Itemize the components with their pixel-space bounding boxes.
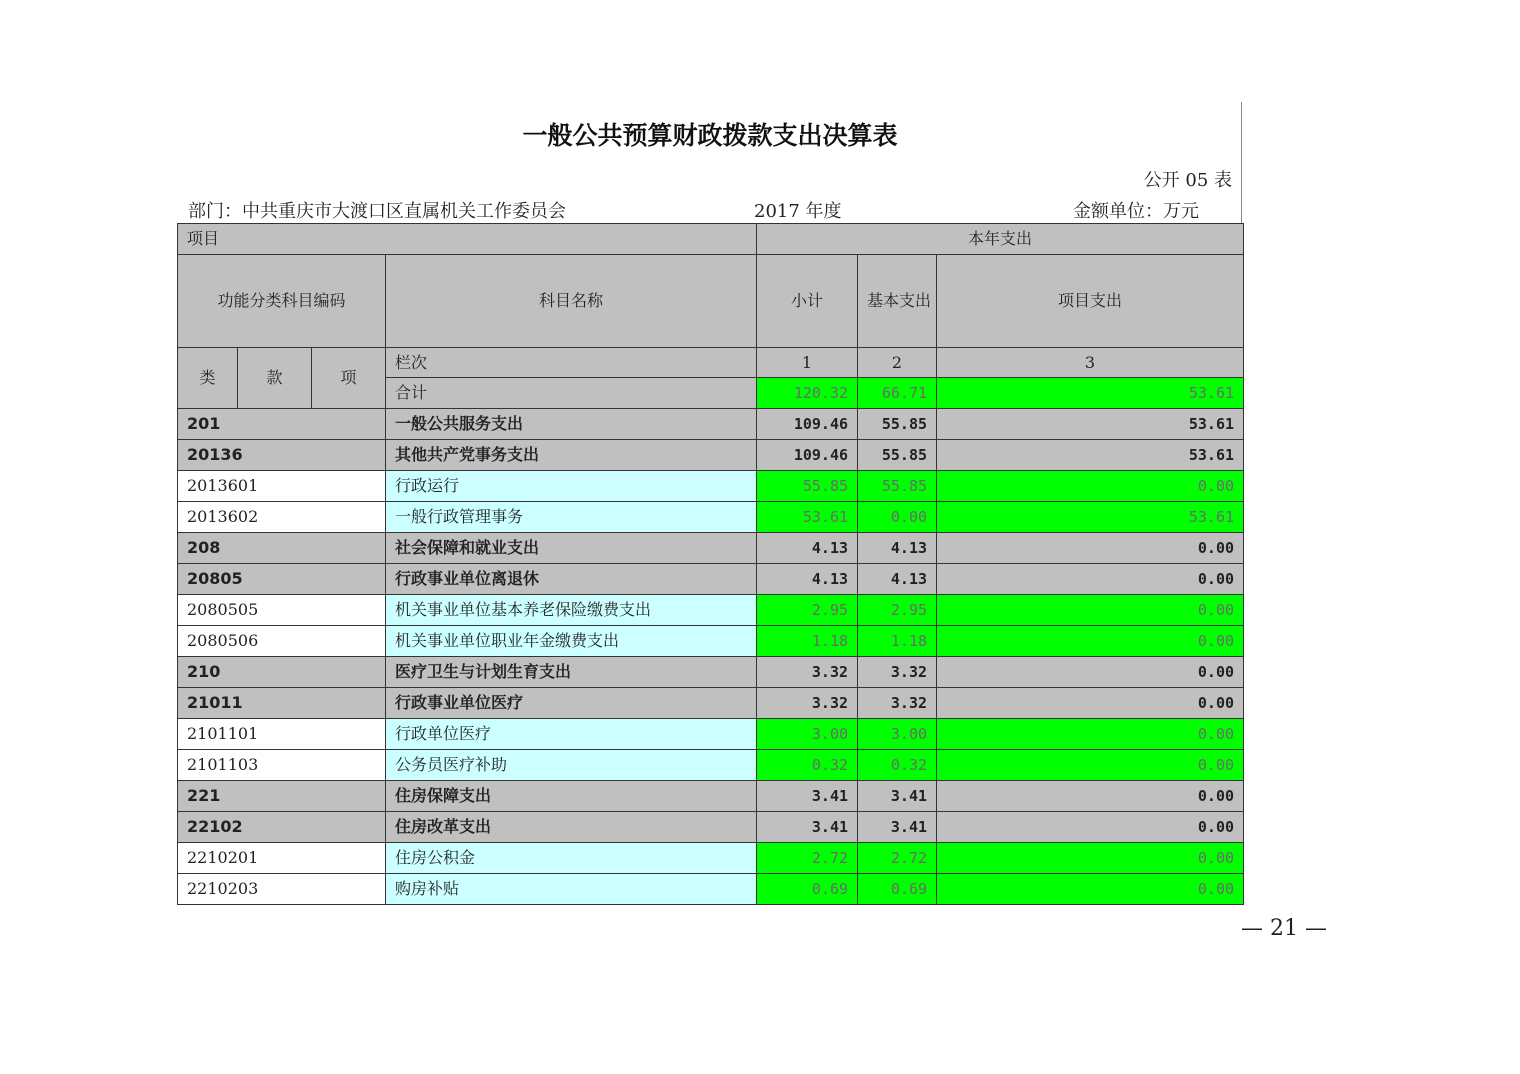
basic-value: 3.32 <box>858 688 937 719</box>
subject-code: 2101101 <box>178 719 386 750</box>
project-value: 53.61 <box>937 409 1244 440</box>
subject-name: 住房保障支出 <box>386 781 757 812</box>
column-index-label: 栏次 <box>386 348 757 378</box>
subject-name: 行政运行 <box>386 471 757 502</box>
basic-value: 2.95 <box>858 595 937 626</box>
subject-name: 一般公共服务支出 <box>386 409 757 440</box>
subject-name: 机关事业单位基本养老保险缴费支出 <box>386 595 757 626</box>
project-value: 0.00 <box>937 657 1244 688</box>
table-row <box>178 843 1244 874</box>
class-header: 类 <box>178 348 238 409</box>
table-row <box>178 440 1244 471</box>
subject-name-header: 科目名称 <box>386 255 757 348</box>
column-index: 3 <box>937 348 1244 378</box>
subtotal-value: 4.13 <box>757 533 858 564</box>
subtotal-value: 53.61 <box>757 502 858 533</box>
item-header: 项目 <box>178 224 757 255</box>
basic-value: 3.32 <box>858 657 937 688</box>
total-subtotal: 120.32 <box>757 378 858 409</box>
section-header: 款 <box>238 348 312 409</box>
subtotal-value: 3.41 <box>757 812 858 843</box>
basic-value: 1.18 <box>858 626 937 657</box>
table-row <box>178 812 1244 843</box>
column-index: 1 <box>757 348 858 378</box>
department-label: 部门：中共重庆市大渡口区直属机关工作委员会 <box>188 201 566 222</box>
total-basic: 66.71 <box>858 378 937 409</box>
basic-value: 55.85 <box>858 409 937 440</box>
func-code-header: 功能分类科目编码 <box>178 255 386 348</box>
subject-name: 住房公积金 <box>386 843 757 874</box>
subject-name: 住房改革支出 <box>386 812 757 843</box>
subtotal-value: 2.72 <box>757 843 858 874</box>
total-project: 53.61 <box>937 378 1244 409</box>
subject-code: 210 <box>178 657 386 688</box>
subject-name: 社会保障和就业支出 <box>386 533 757 564</box>
table-row <box>178 874 1244 905</box>
page-number: — 21 — <box>1241 916 1327 941</box>
page-title: 一般公共预算财政拨款支出决算表 <box>522 121 898 150</box>
subject-name: 医疗卫生与计划生育支出 <box>386 657 757 688</box>
basic-value: 4.13 <box>858 564 937 595</box>
project-value: 0.00 <box>937 688 1244 719</box>
basic-value: 3.41 <box>858 781 937 812</box>
project-value: 0.00 <box>937 874 1244 905</box>
subject-code: 201 <box>178 409 386 440</box>
project-value: 53.61 <box>937 502 1244 533</box>
basic-value: 0.32 <box>858 750 937 781</box>
table-row <box>178 750 1244 781</box>
basic-value: 2.72 <box>858 843 937 874</box>
subject-code: 2013602 <box>178 502 386 533</box>
basic-value: 3.00 <box>858 719 937 750</box>
subtotal-value: 2.95 <box>757 595 858 626</box>
subtotal-value: 3.32 <box>757 688 858 719</box>
subtotal-value: 55.85 <box>757 471 858 502</box>
table-row <box>178 781 1244 812</box>
subject-code: 22102 <box>178 812 386 843</box>
subject-name: 行政事业单位离退休 <box>386 564 757 595</box>
subject-name: 行政单位医疗 <box>386 719 757 750</box>
subject-code: 20805 <box>178 564 386 595</box>
basic-value: 0.69 <box>858 874 937 905</box>
form-code: 公开 05 表 <box>1143 170 1232 191</box>
basic-value: 55.85 <box>858 471 937 502</box>
table-row <box>178 657 1244 688</box>
subject-code: 21011 <box>178 688 386 719</box>
project-value: 0.00 <box>937 533 1244 564</box>
table-row <box>178 719 1244 750</box>
table-row <box>178 533 1244 564</box>
subtotal-value: 4.13 <box>757 564 858 595</box>
total-label: 合计 <box>386 378 757 409</box>
subject-code: 2101103 <box>178 750 386 781</box>
subject-code: 2080505 <box>178 595 386 626</box>
project-header: 项目支出 <box>937 255 1244 348</box>
table-row <box>178 471 1244 502</box>
subtotal-value: 3.32 <box>757 657 858 688</box>
current-year-header: 本年支出 <box>757 224 1244 255</box>
column-index: 2 <box>858 348 937 378</box>
project-value: 0.00 <box>937 812 1244 843</box>
table-row <box>178 502 1244 533</box>
basic-value: 4.13 <box>858 533 937 564</box>
project-value: 0.00 <box>937 781 1244 812</box>
project-value: 0.00 <box>937 719 1244 750</box>
subject-name: 一般行政管理事务 <box>386 502 757 533</box>
table-row <box>178 564 1244 595</box>
amount-unit: 金额单位：万元 <box>1073 201 1199 222</box>
project-value: 0.00 <box>937 626 1244 657</box>
subject-code: 221 <box>178 781 386 812</box>
table-row <box>178 688 1244 719</box>
basic-value: 3.41 <box>858 812 937 843</box>
subtotal-value: 3.00 <box>757 719 858 750</box>
basic-value: 0.00 <box>858 502 937 533</box>
subtotal-value: 109.46 <box>757 409 858 440</box>
project-value: 0.00 <box>937 564 1244 595</box>
subject-code: 2080506 <box>178 626 386 657</box>
project-value: 0.00 <box>937 595 1244 626</box>
subject-name: 其他共产党事务支出 <box>386 440 757 471</box>
table-body <box>178 409 1244 905</box>
table-row <box>178 595 1244 626</box>
project-value: 0.00 <box>937 750 1244 781</box>
subject-name: 购房补贴 <box>386 874 757 905</box>
project-value: 0.00 <box>937 843 1244 874</box>
subject-code: 2210203 <box>178 874 386 905</box>
project-value: 53.61 <box>937 440 1244 471</box>
subject-name: 行政事业单位医疗 <box>386 688 757 719</box>
project-value: 0.00 <box>937 471 1244 502</box>
table-row <box>178 409 1244 440</box>
item-sub-header: 项 <box>312 348 386 409</box>
subtotal-value: 1.18 <box>757 626 858 657</box>
table-row <box>178 626 1244 657</box>
subject-name: 公务员医疗补助 <box>386 750 757 781</box>
basic-value: 55.85 <box>858 440 937 471</box>
subject-code: 20136 <box>178 440 386 471</box>
subtotal-value: 3.41 <box>757 781 858 812</box>
subtotal-header: 小计 <box>757 255 858 348</box>
subtotal-value: 0.32 <box>757 750 858 781</box>
subject-code: 2013601 <box>178 471 386 502</box>
subject-code: 2210201 <box>178 843 386 874</box>
budget-table <box>177 223 1244 905</box>
subtotal-value: 0.69 <box>757 874 858 905</box>
subject-code: 208 <box>178 533 386 564</box>
basic-header: 基本支出 <box>858 255 937 348</box>
subject-name: 机关事业单位职业年金缴费支出 <box>386 626 757 657</box>
subtotal-value: 109.46 <box>757 440 858 471</box>
fiscal-year: 2017 年度 <box>754 201 842 222</box>
